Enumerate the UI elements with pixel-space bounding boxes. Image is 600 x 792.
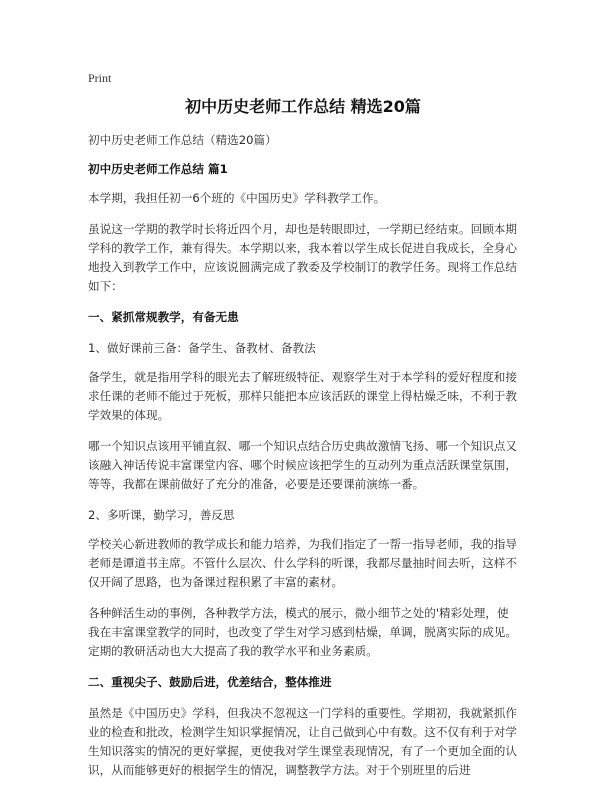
paragraph-mentoring: 学校关心新进教师的教学成长和能力培养，为我们指定了一帮一指导老师，我的指导老师是谭道书主席。不管什么层次、什么学科的听课，我都尽量抽时间去听，这样不仅开阔了思路，也为备课过程积累了丰富的素材。 — [88, 537, 517, 589]
subheading-2: 2、多听课，勤学习，善反思 — [88, 508, 235, 522]
paragraph-knowledge-points: 哪一个知识点该用平铺直叙、哪一个知识点结合历史典故激情飞扬、哪一个知识点又该融入神话传说丰富课堂内容、哪个时候应该把学生的互动列为重点活跃课堂氛围，等等，我都在课前做好了充分的准备，必要是还要课前演练一番。 — [88, 439, 517, 491]
section-heading-2: 二、重视尖子、鼓励后进，优差结合，整体推进 — [88, 675, 332, 689]
print-link[interactable]: Print — [88, 71, 112, 85]
paragraph-intro: 本学期，我担任初一6个班的《中国历史》学科教学工作。 — [88, 191, 386, 205]
document-title: 初中历史老师工作总结 精选20篇 — [185, 97, 421, 116]
paragraph-prepare-students: 备学生，就是指用学科的眼光去了解班级特征、观察学生对于本学科的爱好程度和接求任课的老师不能过于死板，那样只能把本应该活跃的课堂上得枯燥乏味，不利于教学效果的体现。 — [88, 370, 517, 422]
paragraph-homework: 虽然是《中国历史》学科，但我决不忽视这一门学科的重要性。学期初，我就紧抓作业的检查和批改，检测学生知识掌握情况，让自己做到心中有数。这不仅有利于对学生知识落实的情况的更好掌握，更使我对学生课堂表现情况，有了一个更加全面的认识，从而能够更好的根据学生的情况，调整教学方法。对于个别班里的后进 — [88, 706, 517, 777]
paragraph-review: 虽说这一学期的教学时长将近四个月，却也是转眼即过，一学期已经结束。回顾本期学科的教学工作，兼有得失。本学期以来，我本着以学生成长促进自我成长，全身心地投入到教学工作中，应该说圆满完成了教委及学校制订的教学任务。现将工作总结如下： — [88, 222, 517, 293]
paragraph-methods: 各种鲜活生动的事例，各种教学方法，模式的展示，微小细节之处的'精彩处理，使我在丰富课堂教学的同时，也改变了学生对学习感到枯燥，单调，脱离实际的成见。定期的教研活动也大大提高了我的教学水平和业务素质。 — [88, 606, 517, 658]
subheading-1: 1、做好课前三备：备学生、备教材、备教法 — [88, 341, 316, 355]
article-heading: 初中历史老师工作总结 篇1 — [88, 162, 228, 176]
document-body — [88, 131, 518, 792]
section-heading-1: 一、紧抓常规教学，有备无患 — [88, 310, 239, 324]
document-subtitle: 初中历史老师工作总结（精选20篇） — [88, 133, 277, 147]
